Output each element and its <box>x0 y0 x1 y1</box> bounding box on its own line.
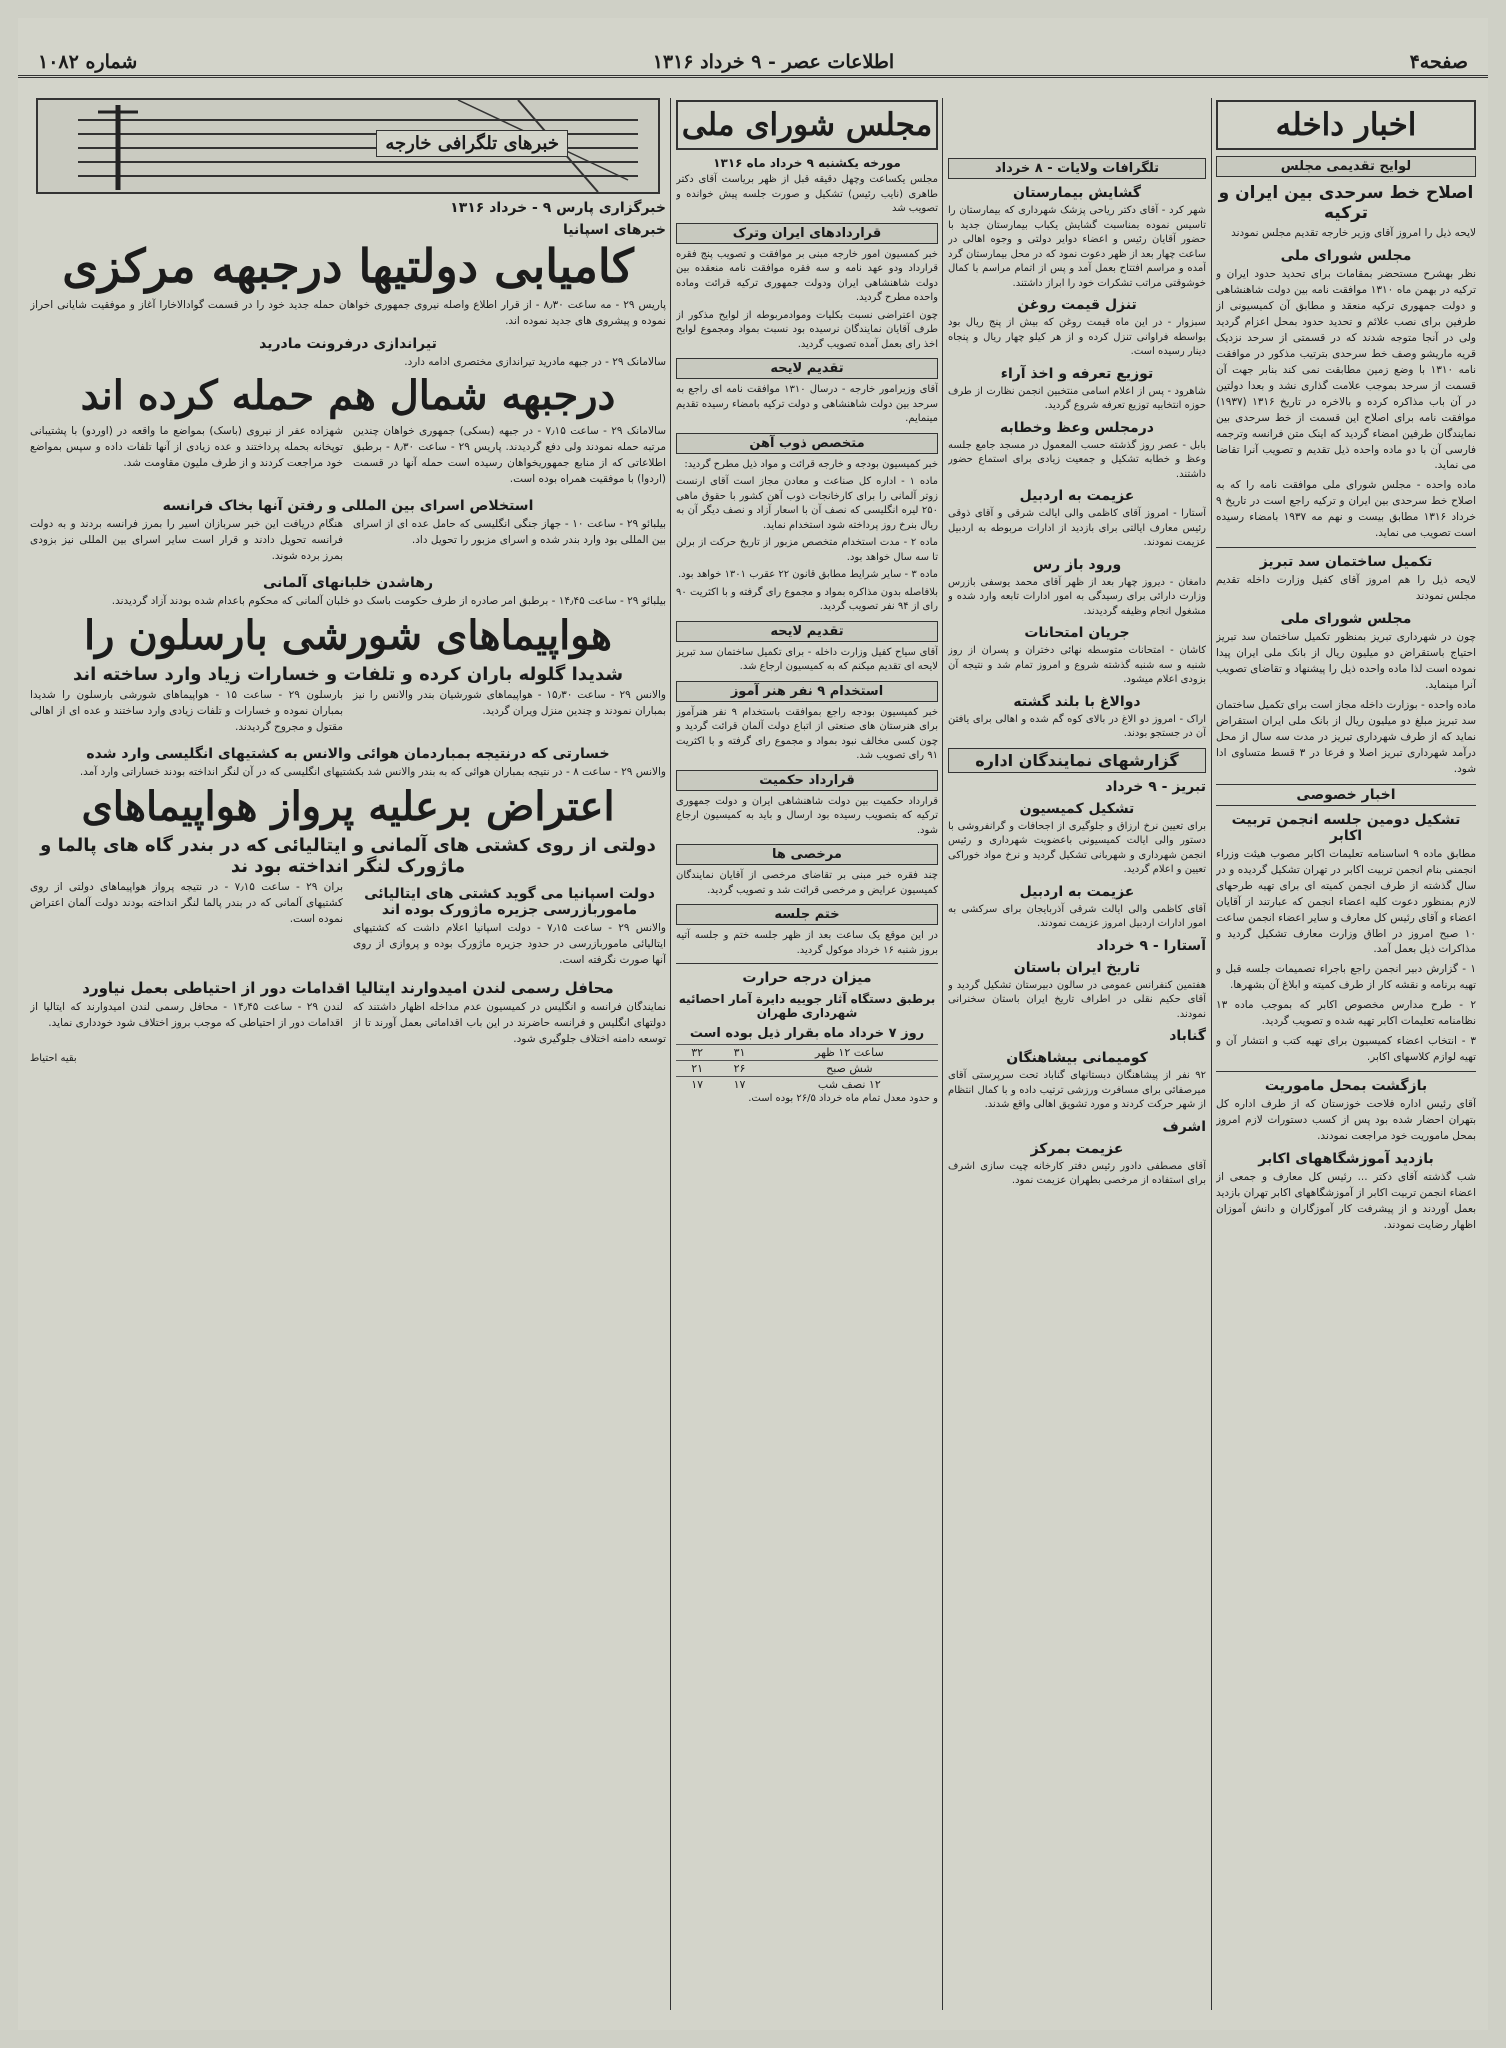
article-heading: اشرف <box>1162 1118 1206 1135</box>
headline: اعتراض برعلیه پرواز هواپیماهای <box>81 782 615 830</box>
article-text: ماده ۲ - مدت استخدام متخصص مزبور از تاریخ حرکت از برلن تا سه سال خواهد بود. <box>676 537 938 563</box>
article-heading: تکمیل ساختمان سد تبریز <box>1259 554 1433 571</box>
subheadline: دولتی از روی کشتی های آلمانی و ایتالیائی که در بندر گاه های پالما و ماژورک لنگر انداخته بود ند <box>40 834 656 877</box>
article-text: چند فقره خبر مبنی بر تقاضای مرخصی از آقایان نمایندگان کمیسیون عرایض و مرخصی قرائت شد و تصویب گردید. <box>676 870 938 896</box>
masthead <box>18 48 1488 78</box>
subheadline: شدیدا گلوله باران کرده و تلفات و خسارات زیاد وارد ساخته اند <box>72 664 624 686</box>
section-heading: تلگرافات ولایات - ۸ خرداد <box>948 158 1206 179</box>
article-text: خبر کمیسیون بودجه و خارجه قرائت و مواد ذیل مطرح گردید: <box>684 458 938 470</box>
article-heading: ختم جلسه <box>676 904 938 925</box>
article-text: آقای وزیرامور خارجه - درسال ۱۳۱۰ موافقت نامه ای راجع به سرحد بین دولت شاهنشاهی و دولت ترکیه بامضاء رسیده تقدیم مینمایم. <box>676 384 938 425</box>
article-text: شهر کرد - آقای دکتر ریاحی پزشک شهرداری که بیمارستان را تاسیس نموده بمناسبت گشایش یکباب بیمارستان جدید با حضور آقایان رئیس و اعضاء دوایر دولتی و وجوه اهالی در ساعت چهار بعد از ظهر دعوت نمود که در محل بیمارستان گرد آمده و مراسم افتتاح بعمل آمد و پس از اتمام مراسم با کمال خوشوقتی مراتب تشکرات خود را ابراز داشتند. <box>948 205 1206 289</box>
article-heading: گشایش بیمارستان <box>1013 185 1141 201</box>
table-cell: ساعت ۱۲ ظهر <box>761 1045 938 1061</box>
article-text: خبر کمسیون امور خارجه مبنی بر موافقت و تصویب پنج فقره قرارداد ودو عهد نامه و سه فقره موافقت نامه منعقده بین دولت شاهنشاهی ایران ودولت جمهوری ترکیه قرائت وماده واحده مطرح گردید. <box>676 248 938 304</box>
article-heading: تشکیل کمیسیون <box>1019 800 1135 817</box>
article-text: آقای رئیس اداره فلاحت خوزستان که از طرف اداره کل بتهران احضار شده بود پس از کسب دستورات لازم امروز بمحل ماموریت خود مراجعت نمودند. <box>1216 1098 1476 1143</box>
article-two-column <box>30 517 666 569</box>
table-cell: ۱۷ <box>676 1077 718 1093</box>
domestic-news-title: اخبار داخله <box>1216 100 1476 150</box>
foreign-news-banner <box>36 98 660 194</box>
article-heading: متخصص ذوب آهن <box>676 433 938 454</box>
article-text: بابل - عصر روز گذشته حسب المعمول در مسجد جامع جلسه وعظ و خطابه تشکیل و جمعیت زیادی برای استماع حضور داشتند. <box>948 439 1206 480</box>
article-text: ۱ - گزارش دبیر انجمن راجع باجراء تصمیمات جلسه قبل و تهیه برنامه و نقشه کار از طرف کمیته و ابلاغ آن بشهرها. <box>1216 963 1476 992</box>
article-text: ۲ - طرح مدارس مخصوص اکابر که بموجب ماده ۱۳ نظامنامه تعلیمات اکابر تهیه شده و تصویب گردید. <box>1216 999 1476 1028</box>
article-text: بیلبائو ۲۹ - ساعت ۱۰ - جهاز جنگی انگلیسی که حامل عده ای از اسرای بین المللی بود وارد بندر شده و اسرای مزبور را تحویل داد. <box>353 518 666 547</box>
foreign-news-caption: خبرهای تلگرافی خارجه <box>376 130 568 157</box>
article-text: لایحه ذیل را هم امروز آقای کفیل وزارت داخله تقدیم مجلس نمودند <box>1216 574 1476 603</box>
article-text: بران ۲۹ - ساعت ۷٫۱۵ - در نتیجه پرواز هواپیماهای دولتی از روی کشتیهای آلمانی که در بندر پالما لنگر انداخته بودند دولت آلمان اعتراض نموده است. <box>30 880 344 925</box>
article-heading: عزیمت به اردبیل <box>1019 883 1135 900</box>
article-text: ماده واحده - بوزارت داخله مجاز است برای تکمیل ساختمان سد تبریز مبلغ دو میلیون ریال از بانک ملی ایران استقراض نماید که از طرف شهرداری تبریز در مدت سه سال از محل درآمد شهرداری تبریز اصلا و فرعا در ۳ قسط متساوی ادا شود. <box>1216 698 1476 775</box>
article-text: برای تعیین نرخ ارزاق و جلوگیری از اجحافات و گرانفروشی با دستور والی ایالت کمیسیونی باعضویت شهرداری و رئیس انجمن شهرداری و شهربانی تشکیل گردید و نرخ مواد خوراکی تعیین و اعلام گردید. <box>948 820 1206 875</box>
weather-day: روز ۷ خرداد ماه بقرار ذیل بوده است <box>689 1026 925 1042</box>
article-text: آستارا - امروز آقای کاظمی والی ایالت شرقی و آقای ذوقی رئیس معارف ایالتی برای بازدید از ادارات مربوطه به اردبیل عزیمت نمودند. <box>948 508 1206 548</box>
article-text: سبزوار - در این ماه قیمت روغن که بیش از پنج ریال بود بواسطه فراوانی تنزل کرده و از هر کیلو چهار ریال و پنجاه دینار رسیده است. <box>948 317 1206 357</box>
article-heading: دوالاغ با بلند گشته <box>1013 693 1141 710</box>
article-heading: درمجلس وعظ وخطابه <box>1000 419 1154 436</box>
article-heading: تبریز - ۹ خرداد <box>1105 778 1206 795</box>
column-provincial-telegrams <box>948 98 1206 2010</box>
article-heading: استخلاص اسرای بین المللی و رفتن آنها بخاک فرانسه <box>162 498 534 515</box>
article-heading: دولت اسپانیا می گوید کشتی های ایتالیائی ماموربازرسی جزیره ماژورک بوده اند <box>364 885 655 918</box>
table-cell: ۲۶ <box>718 1061 760 1077</box>
article-text: پاریس ۲۹ - مه ساعت ۸٫۳۰ - از قرار اطلاع واصله نیروی جمهوری خواهان حمله جدید خود را در قسمت گوادالاخارا آغاز و موفقیت شایانی احراز نموده و پیشروی های جدید نموده اند. <box>30 298 666 327</box>
article-text: هنگام دریافت این خبر سربازان اسیر را بمرز فرانسه بردند و به دولت فرانسه تحویل دادند و قرار است سایر اسرای بین المللی نیز بزودی بمرز برده شوند. <box>30 518 343 563</box>
article-text: ۹۲ نفر از پیشاهنگان دبستانهای گناباد تحت سرپرستی آقای میرصفائی برای مسافرت ورزشی ترتیب داده و با کمال انتظام از شهر حرکت کردند و مورد تشویق اهالی واقع شدند. <box>948 1070 1206 1110</box>
column-parliament <box>676 98 938 2010</box>
article-text: سالامانک ۲۹ - در جبهه مادرید تیراندازی مختصری ادامه دارد. <box>404 355 666 368</box>
newspaper-page <box>18 18 1488 2030</box>
table-cell: ۳۱ <box>718 1045 760 1061</box>
article-text: دامغان - دیروز چهار بعد از ظهر آقای محمد یوسفی بازرس وزارت دارائی برای رسیدگی به امور ادارات تابعه وارد شده و مشغول انجام وظیفه گردیدند. <box>948 576 1206 617</box>
weather-note: و حدود معدل تمام ماه خرداد ۲۶/۵ بوده است. <box>748 1093 938 1105</box>
article-text: نظر بهشرح مستحضر بمقامات برای تحدید حدود ایران و ترکیه در بهمن ماه ۱۳۱۰ موافقت نامه بین دولت شاهنشاهی و دولت جمهوری ترکیه منعقد و مطابق آن کمیسیونی از طرفین برای نصب علائم و تحدید حدود بمحل اعزام گردید ولی در آنجا متوجه شدند که در قسمتی از سرحد نزدیک قریه ماریشو وصف خط سرحدی بترتیب مذکور در موافقت نامه ۱۳۱۰ با وضع زمین مطابقت نمی کند بنابر جهت آن قسمت از سرحد بموجب علامت گذاری نشد و بعدا دولتین در آن باب مذاکره کرده و بالاخره در تاریخ ۱۳۱۶ (۱۹۳۷) موافقت نامه برای اصلاح این قسمت از خط سرحدی بین نمایندگان طرفین امضاء گردید که اینک متن فرانسه وترجمه فارسی آن با دو ماده واحده ذیل تقدیم و تصویب آنرا تقاضا می نماید. <box>1216 268 1476 472</box>
table-cell: ۲۱ <box>676 1061 718 1077</box>
article-heading: قرارداد حکمیت <box>676 770 938 791</box>
article-heading: عزیمت بمرکز <box>1030 1140 1124 1157</box>
article-heading: عزیمت به اردبیل <box>1019 488 1135 504</box>
article-text: مطابق ماده ۹ اساسنامه تعلیمات اکابر مصوب هیئت وزراء انجمنی بنام انجمن تربیت اکابر در تهران تشکیل گردیده و در سال گذشته از طرف انجمن کمیته ای برای تهیه طرحهای لازم بمنظور دعوت کلیه اعضاء انجمن که عبارتند از آقایان اعضاء و آقای رئیس کل معارف و سایر اعضاء انجمن ساعت ۱۰ صبح امروز در اطاق وزارت معارف تشکیل گردید و مذاکرات ذیل بعمل آمد. <box>1216 847 1476 956</box>
article-text: لندن ۲۹ - ساعت ۱۴٫۴۵ - محافل رسمی لندن امیدوارند که ایتالیا از اقدامات دور از احتیاطی که موجب بروز اختلاف شود خودداری نماید. <box>30 1000 343 1029</box>
article-heading: تقدیم لایحه <box>676 621 938 642</box>
column-rule <box>1211 98 1212 2010</box>
page-label: صفحه۴ <box>1409 50 1468 73</box>
article-heading: استخدام ۹ نفر هنر آموز <box>676 681 938 702</box>
table-cell: ۳۲ <box>676 1045 718 1061</box>
article-two-column <box>30 688 666 740</box>
article-heading: تنزل قیمت روغن <box>1017 297 1137 313</box>
article-text: بیلبائو ۲۹ - ساعت ۱۴٫۴۵ - برطبق امر صادره از طرف حکومت باسک دو خلبان آلمانی که محکوم باعدام شده بودند آزاد گردیدند. <box>111 595 666 608</box>
article-heading: مجلس شورای ملی <box>1280 611 1412 628</box>
article-text: خبر کمیسیون بودجه راجع بموافقت باستخدام ۹ نفر هنرآموز برای هنرستان های صنعتی از اتباع دولت آلمان قرائت گردید و چون کسی مخالف نبود بمواد و مجموع رای گرفته و با اکثریت ۹۱ رای تصویب شد. <box>676 706 938 762</box>
article-text: مجلس یکساعت وچهل دقیقه قبل از ظهر بریاست آقای دکتر طاهری (نایب رئیس) تشکیل و صورت جلسه پیش خوانده و تصویب شد <box>676 174 938 215</box>
article-text: آقای سیاح کفیل وزارت داخله - برای تکمیل ساختمان سد تبریز لایحه ای تقدیم میکنم که به کمیسیون ارجاع شد. <box>676 646 938 673</box>
article-text: کاشان - امتحانات متوسطه نهائی دختران و پسران از روز شنبه و سه شنبه گذشته شروع و امروز تمام شد و نتیجه آن بزودی اعلام میشود. <box>948 645 1206 685</box>
issue-number: شماره ۱۰۸۲ <box>38 50 138 73</box>
article-text: هفتمین کنفرانس عمومی در سالون دبیرستان تشکیل گردید و آقای حکیم نقلی در اطراف تاریخ ایران باستان سخنرانی نمودند. <box>948 979 1206 1020</box>
weather-table <box>676 1044 938 1092</box>
column-rule <box>942 98 943 2010</box>
headline: هواپیماهای شورشی بارسلون را <box>84 612 612 660</box>
headline: درجبهه شمال هم حمله کرده اند <box>80 372 616 420</box>
article-heading: مرخصی ها <box>676 844 938 865</box>
article-heading: خسارتی که درنتیجه بمباردمان هوائی والانس به کشتیهای انگلیسی وارد شده <box>86 745 610 762</box>
headline: کامیابی دولتیها درجبهه مرکزی <box>62 239 634 293</box>
article-heading: گناباد <box>1169 1028 1206 1044</box>
column-domestic-news <box>1216 98 1476 2010</box>
article-text: ماده ۱ - اداره کل صناعت و معادن مجاز است آقای ارنست زوتر آلمانی را برای کارخانجات ذوب آهن کشور با حقوق ماهی ۲۵۰ لیره انگلیسی که نصف آن با اسعار آزاد و نصف دیگر آن به ریال بنرخ روز پرداخته شود استخدام نماید. <box>676 476 938 531</box>
continued-note: بقیه احتیاط <box>30 1052 77 1064</box>
section-heading: اخبار خصوصی <box>1216 784 1476 806</box>
article-text: ۳ - انتخاب اعضاء کمیسیون برای تهیه کتب و انتشار آن و تهیه لوازم کلاسهای اکابر. <box>1216 1035 1476 1064</box>
section-heading: گزارشهای نمایندگان اداره <box>948 748 1206 773</box>
article-text: آقای مصطفی دادور رئیس دفتر کارخانه چیت سازی اشرف برای استفاده از مرخصی بطهران عزیمت نمود. <box>948 1160 1206 1186</box>
article-text: آقای کاظمی والی ایالت شرقی آذربایجان برای سرکشی به امور ادارات اردبیل امروز عزیمت نمودند. <box>948 903 1206 929</box>
weather-box <box>676 970 938 1107</box>
article-text: شب گذشته آقای دکتر ... رئیس کل معارف و جمعی از اعضاء انجمن تربیت اکابر از آموزشگاههای اکابر تهران بازدید بعمل آوردند و از پیشرفت کار آموزگاران و دانش آموزان اظهار رضایت نمودند. <box>1216 1170 1476 1231</box>
article-text: اراک - امروز دو الاغ در بالای کوه گم شده و اهالی برای یافتن آن در جستجو بودند. <box>948 713 1206 739</box>
article-text: لایحه ذیل را امروز آقای وزیر خارجه تقدیم مجلس نمودند <box>1231 227 1476 240</box>
divider <box>676 963 938 964</box>
table-row <box>676 1045 938 1061</box>
section-heading: لوایح تقدیمی مجلس <box>1216 156 1476 177</box>
article-two-column <box>30 1000 666 1052</box>
article-heading: آستارا - ۹ خرداد <box>1096 937 1206 954</box>
weather-subtitle: برطبق دستگاه آثار جوییه دایرة آمار احصائیه شهرداری طهران <box>678 992 936 1021</box>
article-heading: تشکیل دومین جلسه انجمن تربیت اکابر <box>1231 811 1461 844</box>
article-heading: محافل رسمی لندن امیدوارند ایتالیا اقدامات دور از احتیاطی بعمل نیاورد <box>82 978 614 997</box>
article-two-column <box>30 424 666 492</box>
table-cell: شش صبح <box>761 1061 938 1077</box>
article-heading: بازگشت بمحل ماموریت <box>1264 1078 1428 1095</box>
article-heading: جریان امتحانات <box>1024 625 1130 641</box>
article-text: نمایندگان فرانسه و انگلیس در کمیسیون عدم مداخله اظهار داشتند که دولتهای انگلیس و فرانسه حاضرند در این باب اقداماتی بعمل آورند تا از توسعه دامنه اختلاف جلوگیری شود. <box>353 1000 666 1045</box>
table-row <box>676 1061 938 1077</box>
article-heading: تقدیم لایحه <box>676 358 938 379</box>
article-text: ماده ۳ - سایر شرایط مطابق قانون ۲۲ عقرب ۱۳۰۱ خواهد بود. <box>677 569 938 581</box>
article-heading: مجلس شورای ملی <box>1280 248 1412 265</box>
article-text: بلافاصله بدون مذاکره بمواد و مجموع رای گرفته و با اکثریت ۹۰ رای از ۹۴ نفر تصویب گردید. <box>676 586 938 613</box>
paper-date: اطلاعات عصر - ۹ خرداد ۱۳۱۶ <box>652 50 895 73</box>
table-cell: ۱۲ نصف شب <box>761 1077 938 1093</box>
article-heading: ورود باز رس <box>1032 556 1122 573</box>
article-heading: تیراندازی درفرونت مادرید <box>259 335 437 352</box>
column-rule <box>670 98 671 2010</box>
article-text: سالامانک ۲۹ - ساعت ۷٫۱۵ - در جبهه (بسکی) جمهوری خواهان چندین مرتبه حمله نمودند ولی دفع گردیدند. پاریس ۲۹ - ساعت ۸٫۳۰ - برطبق اطلاعاتی که از منابع جمهوریخواهان رسیده است حمله آنها در قسمت (اردوا) با موفقیت همراه بوده است. <box>353 425 666 486</box>
agency-line: خبرگزاری پارس ۹ - خرداد ۱۳۱۶ <box>450 200 666 216</box>
article-text: در این موقع یک ساعت بعد از ظهر جلسه ختم و جلسه آتیه بروز شنبه ۱۶ خرداد موکول گردید. <box>676 930 938 956</box>
article-heading: توزیع تعرفه و اخذ آراء <box>1000 365 1154 382</box>
article-two-column <box>30 880 666 973</box>
article-text: شاهرود - پس از اعلام اسامی منتخبین انجمن نظارت از طرف حوزه انتخابیه توزیع تعرفه شروع گردید. <box>948 385 1206 411</box>
article-text: والانس ۲۹ - ساعت ۱۵٫۳۰ - هواپیماهای شورشیان بندر والانس را نیز بمباران نمودند و چندین منزل ویران گردید. <box>353 689 666 718</box>
table-cell: ۱۷ <box>718 1077 760 1093</box>
article-heading: رهاشدن خلبانهای آلمانی <box>262 575 434 592</box>
article-heading: قراردادهای ایران وترک <box>676 223 938 244</box>
divider <box>1216 547 1476 548</box>
article-text: والانس ۲۹ - ساعت ۸ - در نتیجه بمباران هوائی که به بندر والانس شد بکشتیهای انگلیسی که در آن لنگر انداخته بودند خساراتی وارد آمد. <box>79 765 666 778</box>
article-heading: اصلاح خط سرحدی بین ایران و ترکیه <box>1218 183 1474 224</box>
article-text: والانس ۲۹ - ساعت ۷٫۱۵ - دولت اسپانیا اعلام داشت که کشتیهای ایتالیائی ماموربازرسی در حدود جزیره ماژورک بوده و پروازی از روی آنها صورت نگرفته است. <box>353 921 666 966</box>
session-date: مورخه یکشنبه ۹ خرداد ماه ۱۳۱۶ <box>713 156 901 171</box>
article-text: قرارداد حکمیت بین دولت شاهنشاهی ایران و دولت جمهوری ترکیه که بتصویب رسیده بود ارسال و باید به کمیسیون ارجاع شود. <box>676 795 938 836</box>
table-row <box>676 1077 938 1093</box>
article-text: ماده واحده - مجلس شورای ملی موافقت نامه را که به اصلاح خط سرحدی بین ایران و ترکیه راجع است در تاریخ ۹ خرداد ۱۳۱۶ مطابق بیست و نهم مه ۱۹۳۷ بامضاء رسیده است تصویب می نماید. <box>1216 479 1476 540</box>
article-text: شهزاده عفر از نیروی (باسک) بمواضع ما واقعه در (اوردو) با پشتیبانی توپخانه بحمله پرداختند و عده زیادی از آنها تلفات داده و سپس بمواضع خود مراجعت کردند و از طرف ملیون مقاومت شد. <box>30 425 343 470</box>
parliament-title: مجلس شورای ملی <box>676 100 938 150</box>
weather-title: میزان درجه حرارت <box>742 970 872 987</box>
section-heading: خبرهای اسپانیا <box>563 222 666 238</box>
article-text: چون اعتراضی نسبت بکلیات وموادمربوطه از لوایح مذکور از طرف آقایان نمایندگان نرسیده بود نسبت بمواد ومجموع لوایح اخذ رای بعمل آمده تصویب گردید. <box>676 309 938 350</box>
divider <box>1216 1071 1476 1072</box>
article-heading: بازدید آموزشگاههای اکابر <box>1258 1150 1434 1167</box>
column-foreign-telegrams <box>30 98 666 2010</box>
article-text: چون در شهرداری تبریز بمنظور تکمیل ساختمان سد تبریز احتیاج باستقراض دو میلیون ریال از بانک ملی ایران پیدا نموده است لذا ماده واحده ذیل را پیشنهاد و تقاضای تصویب آنرا مینماید. <box>1216 631 1476 692</box>
article-heading: کومیمانی بیشاهنگان <box>1006 1050 1148 1066</box>
article-text: بارسلون ۲۹ - ساعت ۱۵ - هواپیماهای شورشی بارسلون را شدیدا بمباران نموده و خسارات و تلفات زیادی وارد ساختند و عده ای از اهالی مقتول و مجروح گردیدند. <box>30 689 343 733</box>
article-heading: تاریخ ایران باستان <box>1013 959 1141 976</box>
